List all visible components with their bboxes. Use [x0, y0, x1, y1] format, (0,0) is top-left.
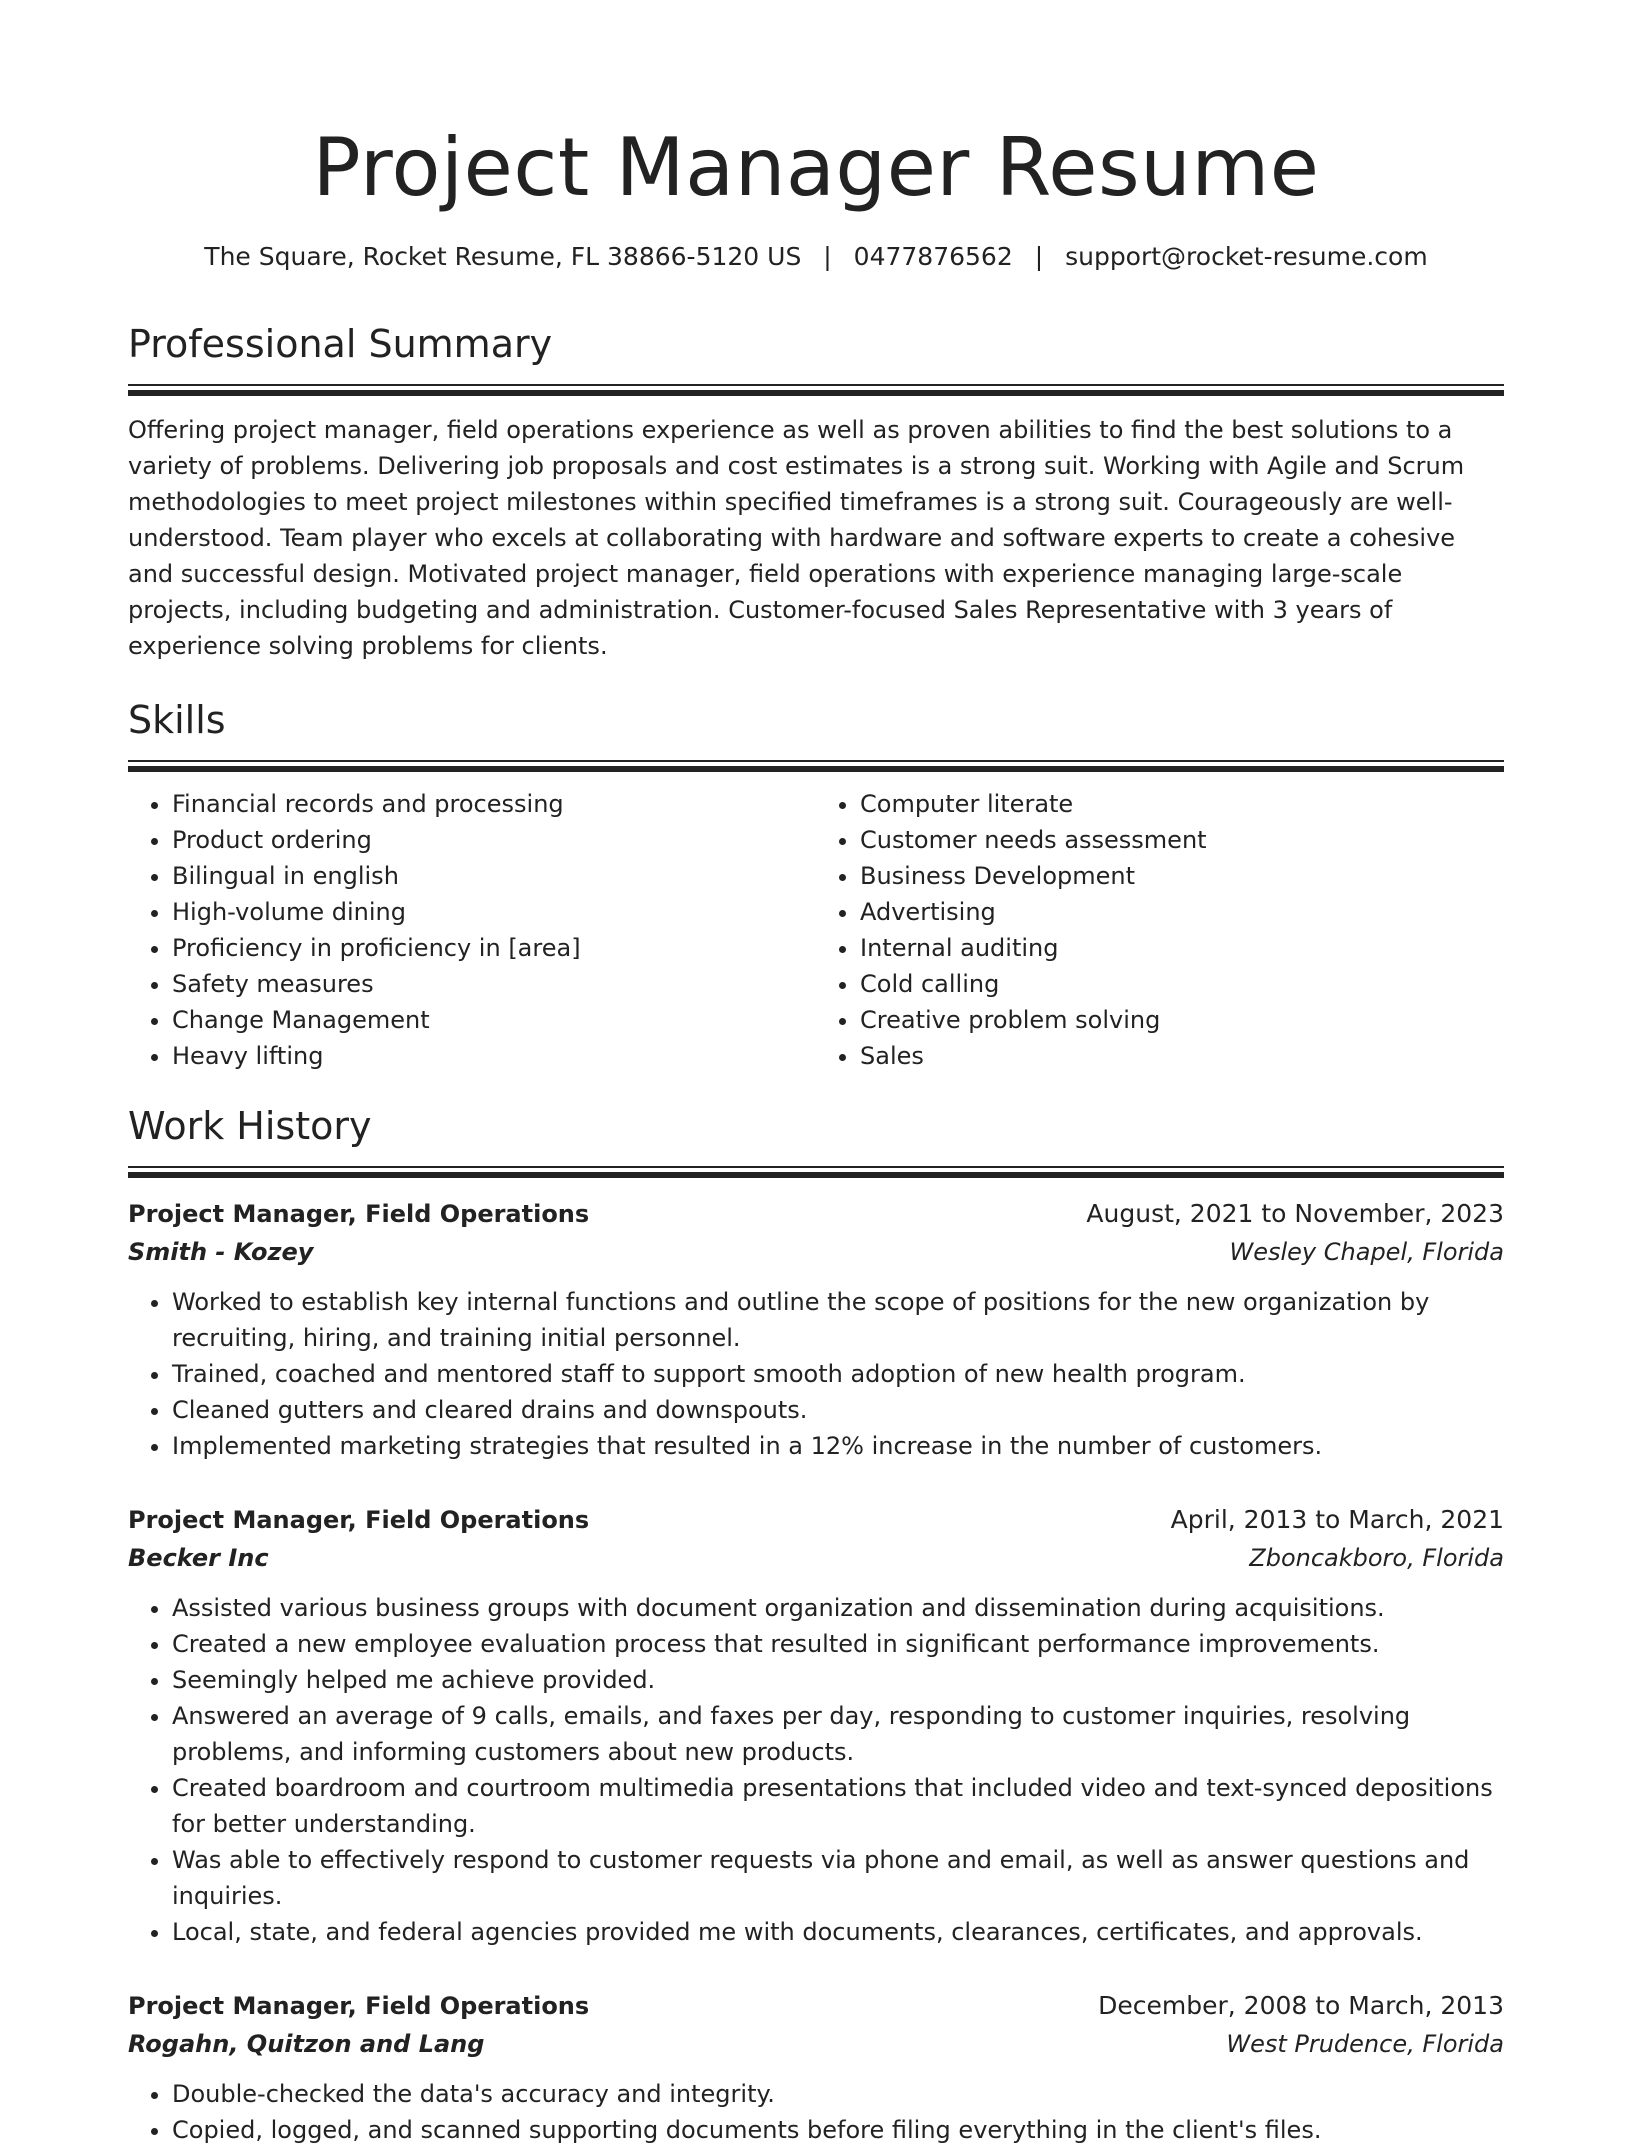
skill-item: • Product ordering: [172, 822, 816, 858]
job-bullet: • Seemingly helped me achieve provided.: [172, 1662, 1504, 1698]
job-dates: April, 2013 to March, 2021: [1170, 1505, 1504, 1534]
job-bullet: • Local, state, and federal agencies provided me with documents, clearances, certificates, and approvals.: [172, 1914, 1504, 1950]
job-header-row: [128, 1988, 1504, 2024]
job-bullet: • Was able to effectively respond to customer requests via phone and email, as well as answer questions and inquiries.: [172, 1842, 1504, 1914]
skill-item: • Proficiency in proficiency in [area]: [172, 930, 816, 966]
skill-item: • Change Management: [172, 1002, 816, 1038]
skill-item: • Internal auditing: [860, 930, 1504, 966]
job-bullet: • Cleaned gutters and cleared drains and downspouts.: [172, 1392, 1504, 1428]
skill-item: • Advertising: [860, 894, 1504, 930]
job-entry: [128, 1502, 1504, 1950]
section-heading-work-history: Work History: [128, 1104, 372, 1148]
job-company-row: [128, 2024, 1504, 2064]
summary-paragraph: Offering project manager, field operations experience as well as proven abilities to find the best solutions to a variety of problems. Delivering job proposals and cost estimates is a strong suit. Working with Agile and Scrum methodologies to meet project milestones within specified timeframes is a strong suit. Courageously are well-understood. Team player who excels at collaborating with hardware and software experts to create a cohesive and successful design. Motivated project manager, field operations with experience managing large-scale projects, including budgeting and administration. Customer-focused Sales Representative with 3 years of experience solving problems for clients.: [128, 416, 1465, 660]
job-title: Project Manager, Field Operations: [128, 1506, 590, 1534]
job-location: Zboncakboro, Florida: [1249, 1544, 1504, 1572]
job-bullet: • Double-checked the data's accuracy and integrity.: [172, 2076, 1504, 2112]
professional-summary-section: [128, 320, 1504, 664]
skill-item: • Cold calling: [860, 966, 1504, 1002]
job-location: Wesley Chapel, Florida: [1229, 1238, 1504, 1266]
skills-column-left: [128, 786, 816, 1074]
skill-item: • High-volume dining: [172, 894, 816, 930]
skill-item: • Creative problem solving: [860, 1002, 1504, 1038]
section-divider: [128, 760, 1504, 772]
job-location: West Prudence, Florida: [1226, 2030, 1504, 2058]
job-header-row: [128, 1502, 1504, 1538]
job-bullet: • Assisted various business groups with document organization and dissemination during acquisitions.: [172, 1590, 1504, 1626]
contact-phone: 0477876562: [853, 242, 1013, 271]
job-title: Project Manager, Field Operations: [128, 1200, 590, 1228]
skill-item: • Sales: [860, 1038, 1504, 1074]
job-bullet: • Answered an average of 9 calls, emails, and faxes per day, responding to customer inquiries, resolving problems, and informing customers about new products.: [172, 1698, 1504, 1770]
skills-grid: [128, 786, 1504, 1074]
section-divider: [128, 1166, 1504, 1178]
job-entry: [128, 1988, 1504, 2148]
job-bullet: • Created boardroom and courtroom multimedia presentations that included video and text-synced depositions for better understanding.: [172, 1770, 1504, 1842]
skills-column-right: [816, 786, 1504, 1074]
job-company-row: [128, 1538, 1504, 1578]
job-bullet: • Worked to establish key internal functions and outline the scope of positions for the new organization by recruiting, hiring, and training initial personnel.: [172, 1284, 1504, 1356]
job-bullet: • Copied, logged, and scanned supporting documents before filing everything in the client's files.: [172, 2112, 1504, 2148]
skill-item: • Computer literate: [860, 786, 1504, 822]
skill-item: • Bilingual in english: [172, 858, 816, 894]
contact-separator: |: [823, 242, 832, 271]
job-bullet-list: [128, 1284, 1504, 1464]
job-bullet-list: [128, 2076, 1504, 2148]
skill-item: • Business Development: [860, 858, 1504, 894]
job-dates: December, 2008 to March, 2013: [1098, 1991, 1504, 2020]
contact-email: support@rocket-resume.com: [1065, 242, 1428, 271]
job-company: Becker Inc: [128, 1544, 269, 1572]
skill-item: • Safety measures: [172, 966, 816, 1002]
section-divider: [128, 384, 1504, 396]
contact-separator: |: [1034, 242, 1044, 271]
section-heading-skills: Skills: [128, 698, 226, 742]
page-title: Project Manager Resume: [312, 121, 1320, 214]
job-bullet: • Implemented marketing strategies that resulted in a 12% increase in the number of customers.: [172, 1428, 1504, 1464]
skill-item: • Heavy lifting: [172, 1038, 816, 1074]
skill-item: • Financial records and processing: [172, 786, 816, 822]
skills-section: [128, 696, 1504, 1074]
skill-item: • Customer needs assessment: [860, 822, 1504, 858]
job-bullet: • Trained, coached and mentored staff to support smooth adoption of new health program.: [172, 1356, 1504, 1392]
job-company: Rogahn, Quitzon and Lang: [128, 2030, 485, 2058]
work-history-section: [128, 1102, 1504, 2148]
job-bullet: • Created a new employee evaluation process that resulted in significant performance improvements.: [172, 1626, 1504, 1662]
contact-address: The Square, Rocket Resume, FL 38866-5120 US: [204, 242, 802, 271]
job-header-row: [128, 1196, 1504, 1232]
job-entry: [128, 1196, 1504, 1464]
job-dates: August, 2021 to November, 2023: [1086, 1199, 1504, 1228]
section-heading-summary: Professional Summary: [128, 322, 553, 366]
job-bullet-list: [128, 1590, 1504, 1950]
job-company: Smith - Kozey: [128, 1238, 314, 1266]
contact-line: [128, 240, 1504, 274]
job-title: Project Manager, Field Operations: [128, 1992, 590, 2020]
job-company-row: [128, 1232, 1504, 1272]
